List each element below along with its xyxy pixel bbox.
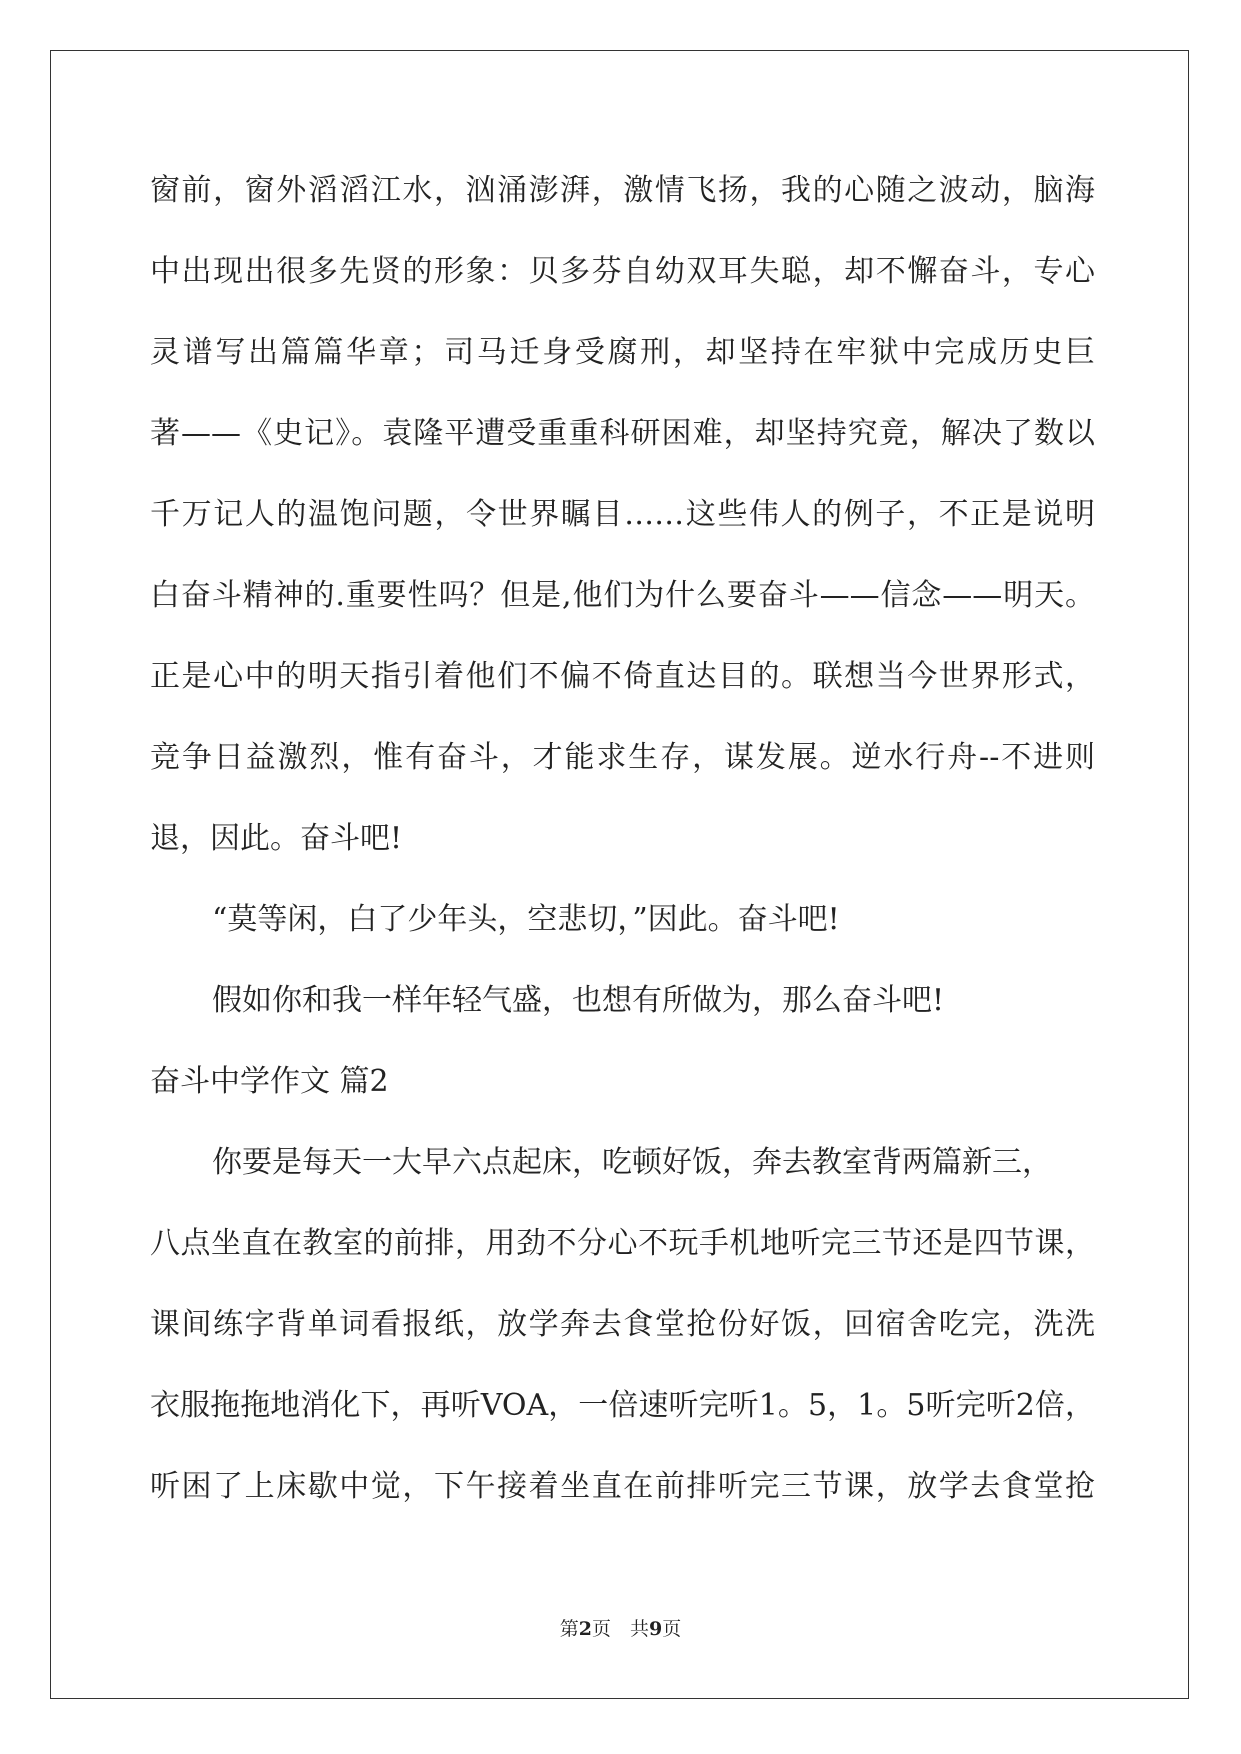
current-page-number: 2 xyxy=(578,1618,592,1640)
paragraph-line: 八点坐直在教室的前排，用劲不分心不玩手机地听完三节还是四节课， xyxy=(150,1226,1095,1261)
paragraph-line: 白奋斗精神的.重要性吗？但是,他们为什么要奋斗——信念——明天。 xyxy=(150,578,1095,613)
paragraph-line: 假如你和我一样年轻气盛，也想有所做为，那么奋斗吧! xyxy=(212,983,945,1018)
paragraph-line: “莫等闲，白了少年头，空悲切，”因此。奋斗吧! xyxy=(212,902,840,937)
paragraph-line: 著——《史记》。袁隆平遭受重重科研困难，却坚持究竟，解决了数以 xyxy=(150,416,1095,451)
paragraph-line: 中出现出很多先贤的形象：贝多芬自幼双耳失聪，却不懈奋斗，专心 xyxy=(150,254,1095,289)
paragraph-line: 千万记人的温饱问题，令世界瞩目……这些伟人的例子，不正是说明 xyxy=(150,497,1095,532)
section-heading: 奋斗中学作文 篇2 xyxy=(150,1064,389,1099)
paragraph-line: 灵谱写出篇篇华章；司马迁身受腐刑，却坚持在牢狱中完成历史巨 xyxy=(150,335,1095,370)
paragraph-line: 你要是每天一大早六点起床，吃顿好饭，奔去教室背两篇新三， xyxy=(212,1145,1052,1180)
paragraph-line: 竞争日益激烈，惟有奋斗，才能求生存，谋发展。逆水行舟--不进则 xyxy=(150,740,1095,775)
paragraph-line: 退，因此。奋斗吧! xyxy=(150,821,403,856)
document-body xyxy=(150,150,1095,1527)
paragraph-line: 衣服拖拖地消化下，再听VOA，一倍速听完听1。5，1。5听完听2倍， xyxy=(150,1388,1095,1423)
paragraph-line: 正是心中的明天指引着他们不偏不倚直达目的。联想当今世界形式， xyxy=(150,659,1095,694)
page-footer xyxy=(0,1614,1241,1641)
footer-suffix: 页 xyxy=(662,1618,682,1640)
total-page-count: 9 xyxy=(649,1618,663,1640)
footer-prefix: 第 xyxy=(559,1618,579,1640)
paragraph-line: 窗前，窗外滔滔江水，汹涌澎湃，激情飞扬，我的心随之波动，脑海 xyxy=(150,173,1095,208)
paragraph-line: 课间练字背单词看报纸，放学奔去食堂抢份好饭，回宿舍吃完，洗洗 xyxy=(150,1307,1095,1342)
footer-mid: 页 共 xyxy=(591,1618,649,1640)
paragraph-line: 听困了上床歇中觉，下午接着坐直在前排听完三节课，放学去食堂抢 xyxy=(150,1469,1095,1504)
